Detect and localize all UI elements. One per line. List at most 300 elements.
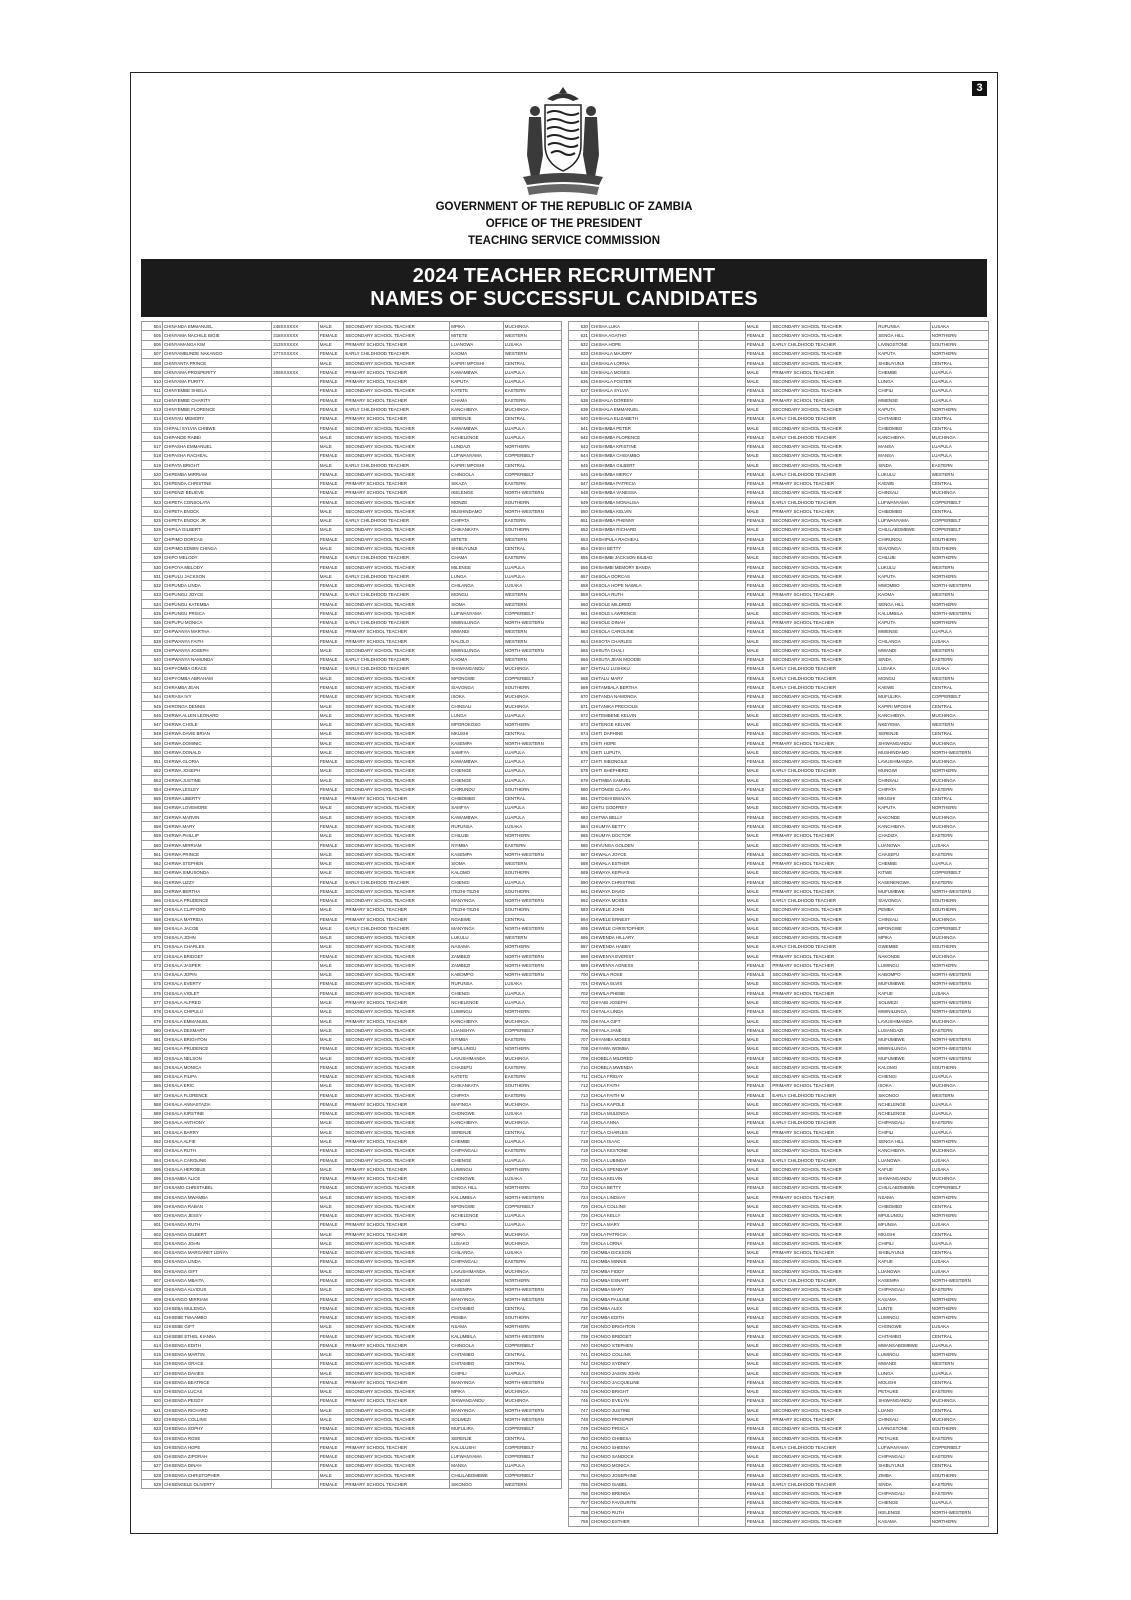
position-cell: PRIMARY SCHOOL TEACHER <box>771 396 877 405</box>
nrc-number-cell <box>272 507 319 516</box>
nrc-number-cell <box>699 1016 746 1025</box>
candidate-name-cell: CHISALA BRIDGET <box>162 952 271 961</box>
row-number-cell: 737 <box>569 1313 590 1322</box>
gender-cell: MALE <box>745 803 771 812</box>
row-number-cell: 588 <box>142 1100 163 1109</box>
gender-cell: MALE <box>745 637 771 646</box>
district-cell: MANYINGA <box>450 896 504 905</box>
gender-cell: MALE <box>745 1174 771 1183</box>
row-number-cell: 620 <box>142 1396 163 1405</box>
province-cell: CENTRAL <box>503 1128 561 1137</box>
candidate-name-cell: CHINYAU MEMORY <box>162 414 271 423</box>
table-row <box>142 479 562 488</box>
province-cell: COPPERBELT <box>503 1424 561 1433</box>
table-row <box>569 1369 989 1378</box>
district-cell: KASENENGWA <box>877 877 931 886</box>
province-cell: EASTERN <box>930 1480 988 1489</box>
position-cell: SECONDARY SCHOOL TEACHER <box>344 720 450 729</box>
province-cell: NORTH-WESTERN <box>930 1035 988 1044</box>
nrc-number-cell <box>272 396 319 405</box>
table-row <box>569 942 989 951</box>
candidate-name-cell: CHIPETA ENOCK <box>162 507 271 516</box>
nrc-number-cell <box>699 803 746 812</box>
position-cell: SECONDARY SCHOOL TEACHER <box>771 1322 877 1331</box>
district-cell: KATETE <box>450 386 504 395</box>
candidate-name-cell: CHISHIMBA KRISTINE <box>589 442 698 451</box>
table-row <box>142 766 562 775</box>
row-number-cell: 604 <box>142 1248 163 1257</box>
nrc-number-cell <box>272 1118 319 1127</box>
district-cell: MWANSABOMBWE <box>877 1341 931 1350</box>
nrc-number-cell <box>699 386 746 395</box>
province-cell: NORTH-WESTERN <box>930 1044 988 1053</box>
position-cell: SECONDARY SCHOOL TEACHER <box>344 1053 450 1062</box>
position-cell: SECONDARY SCHOOL TEACHER <box>771 877 877 886</box>
gender-cell: MALE <box>745 915 771 924</box>
candidate-name-cell: CHIPILA GILBERT <box>162 525 271 534</box>
district-cell: NASAMA <box>450 942 504 951</box>
nrc-number-cell <box>699 1026 746 1035</box>
nrc-number-cell <box>699 924 746 933</box>
province-cell: NORTH-WESTERN <box>503 1294 561 1303</box>
row-number-cell: 665 <box>569 646 590 655</box>
nrc-number-cell <box>272 1341 319 1350</box>
gender-cell: FEMALE <box>318 683 344 692</box>
table-row <box>569 1285 989 1294</box>
candidate-name-cell: CHINYANTA PRINCE <box>162 359 271 368</box>
candidate-name-cell: CHISENGA ROSE <box>162 1433 271 1442</box>
candidate-name-cell: CHITENGE KELVIN <box>589 720 698 729</box>
candidate-name-cell: CHIPUNGU JOYCE <box>162 590 271 599</box>
nrc-number-cell <box>272 460 319 469</box>
gender-cell: MALE <box>318 674 344 683</box>
table-row <box>569 1341 989 1350</box>
table-row <box>142 905 562 914</box>
row-number-cell: 522 <box>142 488 163 497</box>
position-cell: SECONDARY SCHOOL TEACHER <box>344 1211 450 1220</box>
table-row <box>142 1304 562 1313</box>
district-cell: RUFUNSA <box>877 322 931 331</box>
district-cell: LUKULU <box>877 562 931 571</box>
gender-cell: FEMALE <box>318 1294 344 1303</box>
candidate-name-cell: CHONGO JOSEPHINE <box>589 1470 698 1479</box>
row-number-cell: 685 <box>569 831 590 840</box>
table-row <box>142 590 562 599</box>
candidate-name-cell: CHINYEMBE CHARITY <box>162 396 271 405</box>
candidate-name-cell: CHIPUPU MONICA <box>162 618 271 627</box>
nrc-number-cell <box>272 1406 319 1415</box>
district-cell: MWOMBO <box>877 581 931 590</box>
province-cell: EASTERN <box>503 840 561 849</box>
position-cell: SECONDARY SCHOOL TEACHER <box>344 952 450 961</box>
table-row <box>569 1174 989 1183</box>
district-cell: MUFULIRA <box>877 692 931 701</box>
province-cell: NORTH-WESTERN <box>930 609 988 618</box>
district-cell: SINDA <box>877 460 931 469</box>
district-cell: MONGU <box>877 674 931 683</box>
province-cell: NORTHERN <box>930 599 988 608</box>
nrc-number-cell <box>272 377 319 386</box>
table-row <box>142 442 562 451</box>
province-cell: WESTERN <box>503 627 561 636</box>
row-number-cell: 717 <box>569 1128 590 1137</box>
province-cell: SOUTHERN <box>503 887 561 896</box>
nrc-number-cell <box>699 840 746 849</box>
row-number-cell: 711 <box>569 1072 590 1081</box>
position-cell: PRIMARY SCHOOL TEACHER <box>771 831 877 840</box>
candidate-name-cell: CHISALA FILIPA <box>162 1072 271 1081</box>
candidate-name-cell: CHOLA MARY <box>589 1220 698 1229</box>
row-number-cell: 592 <box>142 1137 163 1146</box>
district-cell: KAPIRI MPOSHI <box>450 359 504 368</box>
district-cell: CHIBOMBO <box>877 423 931 432</box>
district-cell: SIOMA <box>450 859 504 868</box>
province-cell: MUCHINGA <box>930 488 988 497</box>
row-number-cell: 558 <box>142 822 163 831</box>
province-cell: LUAPULA <box>930 1239 988 1248</box>
candidate-name-cell: CHISHIMBA CHISAMBO <box>589 451 698 460</box>
candidate-name-cell: CHISANGA RABAN <box>162 1202 271 1211</box>
position-cell: SECONDARY SCHOOL TEACHER <box>344 1304 450 1313</box>
province-cell: CENTRAL <box>930 1230 988 1239</box>
row-number-cell: 759 <box>569 1517 590 1526</box>
row-number-cell: 574 <box>142 970 163 979</box>
gender-cell: MALE <box>745 896 771 905</box>
candidate-name-cell: CHISENGA COLLINS <box>162 1415 271 1424</box>
nrc-number-cell <box>699 1192 746 1201</box>
district-cell: CHASEFU <box>877 850 931 859</box>
nrc-number-cell <box>272 1211 319 1220</box>
nrc-number-cell <box>699 553 746 562</box>
table-row <box>142 896 562 905</box>
gender-cell: MALE <box>318 1035 344 1044</box>
province-cell: MUCHINGA <box>503 1118 561 1127</box>
row-number-cell: 712 <box>569 1081 590 1090</box>
row-number-cell: 559 <box>142 831 163 840</box>
province-cell: WESTERN <box>930 562 988 571</box>
district-cell: CHIFILI <box>877 386 931 395</box>
district-cell: CHONGWE <box>450 1109 504 1118</box>
nrc-number-cell <box>699 1146 746 1155</box>
position-cell: SECONDARY SCHOOL TEACHER <box>771 905 877 914</box>
district-cell: KAOMA <box>450 349 504 358</box>
row-number-cell: 514 <box>142 414 163 423</box>
province-cell: CENTRAL <box>930 479 988 488</box>
position-cell: SECONDARY SCHOOL TEACHER <box>344 831 450 840</box>
position-cell: SECONDARY SCHOOL TEACHER <box>344 803 450 812</box>
district-cell: SENGA HILL <box>877 331 931 340</box>
table-row <box>142 1378 562 1387</box>
table-row <box>142 581 562 590</box>
table-row <box>142 1257 562 1266</box>
position-cell: SECONDARY SCHOOL TEACHER <box>344 442 450 451</box>
province-cell: NORTHERN <box>930 1313 988 1322</box>
table-row <box>569 488 989 497</box>
nrc-number-cell <box>699 609 746 618</box>
position-cell: PRIMARY SCHOOL TEACHER <box>344 1480 450 1489</box>
position-cell: EARLY CHILDHOOD TEACHER <box>771 433 877 442</box>
position-cell: SECONDARY SCHOOL TEACHER <box>771 1359 877 1368</box>
row-number-cell: 537 <box>142 627 163 636</box>
district-cell: CHINSALI <box>877 776 931 785</box>
table-row <box>569 618 989 627</box>
district-cell: KALUMBILA <box>877 609 931 618</box>
position-cell: PRIMARY SCHOOL TEACHER <box>771 590 877 599</box>
candidate-name-cell: CHISHALA FOSTER <box>589 377 698 386</box>
gender-cell: MALE <box>318 813 344 822</box>
candidate-name-cell: CHIPO MELODY <box>162 553 271 562</box>
candidate-name-cell: CHIRWA CHOLE <box>162 720 271 729</box>
table-row <box>569 1452 989 1461</box>
gender-cell: MALE <box>745 553 771 562</box>
gender-cell: FEMALE <box>745 479 771 488</box>
province-cell: NORTH-WESTERN <box>503 1378 561 1387</box>
table-row <box>569 581 989 590</box>
nrc-number-cell <box>699 748 746 757</box>
table-row <box>569 479 989 488</box>
nrc-number-cell <box>699 998 746 1007</box>
gender-cell: FEMALE <box>318 1341 344 1350</box>
position-cell: EARLY CHILDHOOD TEACHER <box>771 766 877 775</box>
nrc-number-cell <box>699 711 746 720</box>
province-cell: CENTRAL <box>930 1248 988 1257</box>
nrc-number-cell <box>272 905 319 914</box>
table-row <box>569 1137 989 1146</box>
province-cell: WESTERN <box>503 859 561 868</box>
district-cell: CHINGOLA <box>450 1341 504 1350</box>
candidate-name-cell: CHIRWA DAVIE BRIAN <box>162 729 271 738</box>
nrc-number-cell <box>272 1322 319 1331</box>
gender-cell: FEMALE <box>745 442 771 451</box>
district-cell: MUFUMBWE <box>877 887 931 896</box>
nrc-number-cell <box>272 738 319 747</box>
row-number-cell: 508 <box>142 359 163 368</box>
province-cell: MUCHINGA <box>503 692 561 701</box>
nrc-number-cell <box>272 1257 319 1266</box>
nrc-number-cell <box>272 785 319 794</box>
district-cell: LUNGA <box>877 1369 931 1378</box>
candidate-name-cell: CHIPULU JACKSON <box>162 572 271 581</box>
district-cell: KAWAMBWA <box>450 757 504 766</box>
province-cell: EASTERN <box>503 516 561 525</box>
province-cell: LUSAKA <box>503 1174 561 1183</box>
table-row <box>142 331 562 340</box>
province-cell: EASTERN <box>503 1072 561 1081</box>
nrc-number-cell <box>699 729 746 738</box>
gender-cell: FEMALE <box>318 349 344 358</box>
position-cell: SECONDARY SCHOOL TEACHER <box>344 942 450 951</box>
province-cell: EASTERN <box>503 396 561 405</box>
position-cell: SECONDARY SCHOOL TEACHER <box>344 1063 450 1072</box>
candidate-name-cell: CHISHA HOPE <box>589 340 698 349</box>
district-cell: CHINSALI <box>877 488 931 497</box>
position-cell: SECONDARY SCHOOL TEACHER <box>344 692 450 701</box>
province-cell: COPPERBELT <box>503 1470 561 1479</box>
table-row <box>142 924 562 933</box>
nrc-number-cell <box>272 877 319 886</box>
province-cell: LUAPULA <box>930 368 988 377</box>
province-cell: WESTERN <box>503 655 561 664</box>
table-row <box>569 535 989 544</box>
province-cell: EASTERN <box>930 1387 988 1396</box>
position-cell: SECONDARY SCHOOL TEACHER <box>771 405 877 414</box>
province-cell: MUCHINGA <box>503 1387 561 1396</box>
row-number-cell: 703 <box>569 998 590 1007</box>
district-cell: KAOMA <box>450 655 504 664</box>
province-cell: LUAPULA <box>503 562 561 571</box>
province-cell: LUSAKA <box>503 581 561 590</box>
table-row <box>569 1026 989 1035</box>
position-cell: SECONDARY SCHOOL TEACHER <box>771 1470 877 1479</box>
position-cell: PRIMARY SCHOOL TEACHER <box>344 637 450 646</box>
position-cell: EARLY CHILDHOOD TEACHER <box>771 1118 877 1127</box>
district-cell: KASAMA <box>877 1294 931 1303</box>
nrc-number-cell <box>699 637 746 646</box>
candidate-name-cell: CHOLA LINDSAY <box>589 1192 698 1201</box>
position-cell: PRIMARY SCHOOL TEACHER <box>344 1165 450 1174</box>
nrc-number-cell: 277XXXXXX <box>272 349 319 358</box>
candidate-name-cell: CHIYABI JOSEPH <box>589 998 698 1007</box>
position-cell: PRIMARY SCHOOL TEACHER <box>344 1174 450 1183</box>
district-cell: CHIPILI <box>450 1369 504 1378</box>
gender-cell: MALE <box>745 1248 771 1257</box>
row-number-cell: 632 <box>569 340 590 349</box>
position-cell: SECONDARY SCHOOL TEACHER <box>344 331 450 340</box>
nrc-number-cell <box>272 961 319 970</box>
candidate-name-cell: CHOMBA MINNIE <box>589 1257 698 1266</box>
nrc-number-cell <box>699 590 746 599</box>
gender-cell: MALE <box>745 1202 771 1211</box>
gender-cell: MALE <box>318 831 344 840</box>
gender-cell: FEMALE <box>318 414 344 423</box>
province-cell: WESTERN <box>503 331 561 340</box>
nrc-number-cell <box>699 1109 746 1118</box>
district-cell: MANYINGA <box>450 924 504 933</box>
gender-cell: FEMALE <box>318 1155 344 1164</box>
nrc-number-cell <box>272 915 319 924</box>
nrc-number-cell <box>272 729 319 738</box>
table-row <box>142 701 562 710</box>
candidate-name-cell: CHISENGA DINAH <box>162 1461 271 1470</box>
province-cell: NORTHERN <box>930 349 988 358</box>
nrc-number-cell <box>699 1220 746 1229</box>
table-row <box>569 433 989 442</box>
table-row <box>142 1026 562 1035</box>
gender-cell: MALE <box>318 1415 344 1424</box>
candidate-name-cell: CHISENGA DAVIES <box>162 1369 271 1378</box>
province-cell: MUCHINGA <box>503 701 561 710</box>
row-number-cell: 709 <box>569 1053 590 1062</box>
nrc-number-cell <box>272 933 319 942</box>
candidate-name-cell: CHONGO SANDOCK <box>589 1452 698 1461</box>
gender-cell: FEMALE <box>745 599 771 608</box>
table-row <box>569 1480 989 1489</box>
nrc-number-cell <box>699 1063 746 1072</box>
province-cell: COPPERBELT <box>930 924 988 933</box>
gender-cell: FEMALE <box>318 331 344 340</box>
position-cell: EARLY CHILDHOOD TEACHER <box>344 553 450 562</box>
nrc-number-cell <box>699 1313 746 1322</box>
province-cell: NORTH-WESTERN <box>930 979 988 988</box>
position-cell: PRIMARY SCHOOL TEACHER <box>771 887 877 896</box>
position-cell: SECONDARY SCHOOL TEACHER <box>344 1415 450 1424</box>
candidate-name-cell: CHONGO PROSPER <box>589 1415 698 1424</box>
district-cell: KASAMA <box>877 1517 931 1526</box>
row-number-cell: 636 <box>569 377 590 386</box>
province-cell: WESTERN <box>930 1359 988 1368</box>
position-cell: EARLY CHILDHOOD TEACHER <box>344 618 450 627</box>
table-row <box>569 1248 989 1257</box>
table-row <box>569 1378 989 1387</box>
province-cell: EASTERN <box>930 1026 988 1035</box>
gender-cell: MALE <box>745 1350 771 1359</box>
district-cell: NSAMA <box>450 1322 504 1331</box>
nrc-number-cell <box>272 822 319 831</box>
district-cell: CHIBOMBO <box>877 507 931 516</box>
row-number-cell: 684 <box>569 822 590 831</box>
table-row <box>142 340 562 349</box>
gender-cell: MALE <box>745 794 771 803</box>
province-cell: SOUTHERN <box>503 1313 561 1322</box>
gender-cell: FEMALE <box>318 785 344 794</box>
province-cell: MUCHINGA <box>503 664 561 673</box>
gender-cell: FEMALE <box>318 609 344 618</box>
heading-line-commission: TEACHING SERVICE COMMISSION <box>467 235 661 247</box>
position-cell: PRIMARY SCHOOL TEACHER <box>344 1100 450 1109</box>
row-number-cell: 521 <box>142 479 163 488</box>
row-number-cell: 610 <box>142 1304 163 1313</box>
table-row <box>142 1063 562 1072</box>
row-number-cell: 608 <box>142 1285 163 1294</box>
province-cell: WESTERN <box>930 720 988 729</box>
district-cell: NKEYEMA <box>877 720 931 729</box>
candidate-name-cell: CHIWAYA DAVID <box>589 887 698 896</box>
nrc-number-cell <box>272 1044 319 1053</box>
row-number-cell: 589 <box>142 1109 163 1118</box>
row-number-cell: 624 <box>142 1433 163 1442</box>
province-cell: COPPERBELT <box>930 1183 988 1192</box>
position-cell: SECONDARY SCHOOL TEACHER <box>344 1183 450 1192</box>
candidate-name-cell: CHIRWA PHILLIP <box>162 831 271 840</box>
nrc-number-cell <box>272 757 319 766</box>
nrc-number-cell <box>272 766 319 775</box>
nrc-number-cell <box>272 952 319 961</box>
gender-cell: MALE <box>745 368 771 377</box>
nrc-number-cell <box>272 1137 319 1146</box>
district-cell: KAPUTA <box>877 618 931 627</box>
district-cell: CHASEFU <box>450 1063 504 1072</box>
province-cell: LUAPULA <box>503 1137 561 1146</box>
district-cell: MANSA <box>877 451 931 460</box>
position-cell: SECONDARY SCHOOL TEACHER <box>771 1007 877 1016</box>
gender-cell: FEMALE <box>318 1304 344 1313</box>
district-cell: MANYINGA <box>450 1378 504 1387</box>
district-cell: NAKONDE <box>877 952 931 961</box>
district-cell: LUWINGU <box>450 1165 504 1174</box>
gender-cell: MALE <box>745 525 771 534</box>
nrc-number-cell <box>272 1452 319 1461</box>
position-cell: EARLY CHILDHOOD TEACHER <box>771 896 877 905</box>
candidate-name-cell: CHISUTA CHALI <box>589 646 698 655</box>
position-cell: SECONDARY SCHOOL TEACHER <box>771 868 877 877</box>
position-cell: SECONDARY SCHOOL TEACHER <box>771 1137 877 1146</box>
province-cell: NORTH-WESTERN <box>503 1415 561 1424</box>
position-cell: SECONDARY SCHOOL TEACHER <box>344 979 450 988</box>
candidate-name-cell: CHINYEMBE SHEILA <box>162 386 271 395</box>
gender-cell: FEMALE <box>745 655 771 664</box>
nrc-number-cell <box>699 701 746 710</box>
district-cell: CHILUBI <box>450 831 504 840</box>
